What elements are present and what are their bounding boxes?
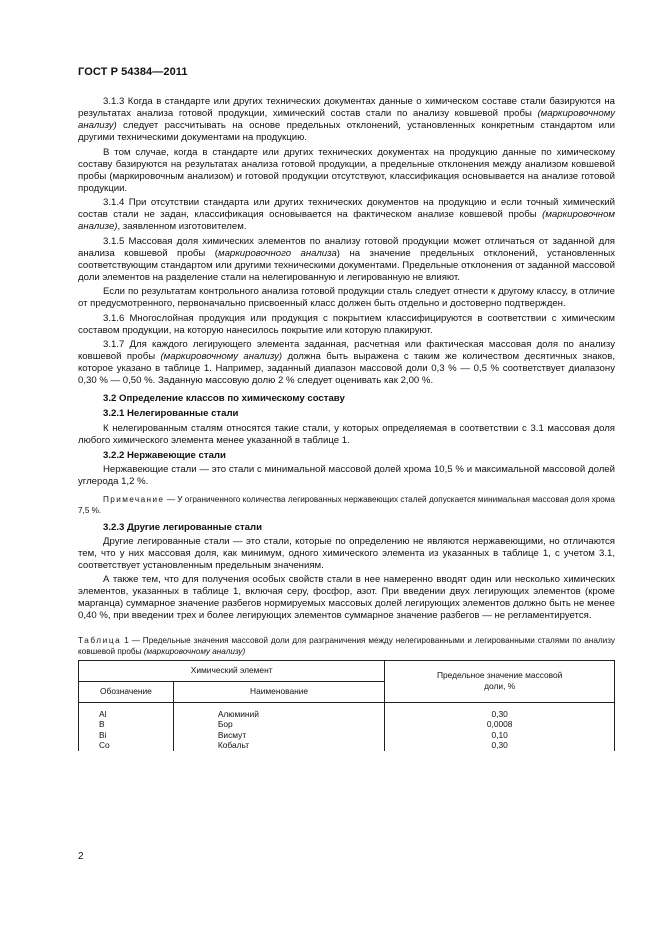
paragraph-3-1-4: 3.1.4 При отсутствии стандарта или других технических документов на продукцию и если точный химический состав стали не задан, классификация основывается на фактическом анализе ковшевой пробы (маркировочном анализе), заявленном изготовителем. [78, 197, 615, 233]
section-heading-3-2-1: 3.2.1 Нелегированные стали [103, 408, 239, 420]
cell-symbol: Co [79, 740, 174, 751]
paragraph-3-1-7: 3.1.7 Для каждого легирующего элемента заданная, расчетная или фактическая массовая доля по анализу ковшевой пробы (маркировочному анализу) должна быть выражена с таким же количеством десятичных знаков, которое указано в таблице 1. Например, заданный диапазон массовой доли 0,3 % — 0,5 % соответствует диапазону 0,30 % — 0,50 %. Заданную массовую долю 2 % следует оценивать как 2,00 %. [78, 339, 616, 387]
cell-name: Алюминий [173, 702, 384, 719]
paragraph-3-2-2: Нержавеющие стали — это стали с минимальной массовой долей хрома 10,5 % и максимальной массовой долей углерода 1,2 %. [78, 463, 615, 487]
table-caption-text: 1 — Предельные значения массовой доли для разграничения между нелегированными и легированными сталями по анализу ковшевой пробы [78, 635, 615, 656]
header-limit-value: Предельное значение массовой доли, % [385, 660, 615, 702]
section-heading-3-2-3: 3.2.3 Другие легированные стали [103, 521, 262, 533]
note-label: Примечание [103, 494, 165, 504]
header-symbol: Обозначение [79, 681, 174, 702]
paragraph-3-2-3-b: А также тем, что для получения особых свойств стали в нее намеренно вводят один или несколько химических элементов, указанных в таблице 1, включая серу, фосфор, азот. При введении двух легирующих элементов (кроме марганца) суммарное значение разбегов нормируемых массовых долей легирующих элементов должно быть не менее 0,40 %, при введении трех и более легирующих элементов суммарное значение разбегов — не регламентируется. [78, 574, 615, 622]
paragraph-3-1-3: 3.1.3 Когда в стандарте или других технических документах данные о химическом составе стали базируются на результатах анализа готовой продукции, химический состав стали по анализу ковшевой пробы (маркировочному анализу) следует рассчитывать на основе предельных отклонений, установленных конкретным стандартом или другими техническими документами на продукцию. [78, 96, 615, 144]
paragraph-3-1-6: 3.1.6 Многослойная продукция или продукция с покрытием классифицируются в соответствии с химическим составом продукции, на которую нанесилось покрытие или которую плакируют. [78, 312, 615, 336]
cell-name: Кобальт [173, 740, 384, 751]
header-chemical-element: Химический элемент [79, 660, 385, 681]
cell-value: 0,0008 [385, 719, 615, 730]
cell-symbol: B [79, 719, 174, 730]
table-row [79, 740, 615, 751]
cell-symbol: Al [79, 702, 174, 719]
table-row [79, 730, 615, 741]
table-label: Таблица [78, 635, 122, 645]
section-heading-3-2: 3.2 Определение классов по химическому составу [103, 393, 345, 405]
paragraph: Если по результатам контрольного анализа готовой продукции сталь следует отнести к другому классу, в отличие от предусмотренного, первоначально присвоенный класс должен быть отдельно и достоверно подтвержден. [78, 286, 615, 310]
paragraph-3-2-3-a: Другие легированные стали — это стали, которые по определению не являются нержавеющими, но отличаются тем, что у них массовая доля, как минимум, одного химического элемента из указанных в таблице 1, с учетом 3.1, соответствует установленным предельным значениям. [78, 535, 615, 571]
paragraph-3-2-1: К нелегированным сталям относятся такие стали, у которых определяемая в соответствии с 3.1 массовая доля любого химического элемента менее указанной в таблице 1. [78, 422, 615, 446]
table-row [79, 702, 615, 719]
cell-symbol: Bi [79, 730, 174, 741]
element-limits-table [78, 660, 615, 751]
document-header: ГОСТ Р 54384—2011 [78, 66, 188, 78]
table-caption-italic: (маркировочному анализу) [143, 646, 246, 656]
section-heading-3-2-2: 3.2.2 Нержавеющие стали [103, 449, 226, 461]
cell-value: 0,30 [385, 740, 615, 751]
cell-name: Висмут [173, 730, 384, 741]
note [78, 494, 615, 516]
page-number: 2 [78, 851, 84, 862]
paragraph-3-1-5: 3.1.5 Массовая доля химических элементов по анализу готовой продукции может отличаться от заданной для анализа ковшевой пробы (маркировочного анализа) на значение предельных отклонений, установленных соответствующим стандартом или другими техническими документами. Предельные отклонения от заданной массовой доли элементов на разделение стали на нелегированную и легированную не влияют. [78, 235, 616, 283]
cell-value: 0,10 [385, 730, 615, 741]
paragraph: В том случае, когда в стандарте или других технических документах на продукцию данные по химическому составу базируются на результатах анализа готовой продукции, а предельные отклонения между анализом ковшевой пробы (маркировочным анализом) и готовой продукции отсутствуют, классификация основывается на анализе готовой продукции. [78, 146, 615, 194]
document-body [78, 96, 615, 751]
header-name: Наименование [173, 681, 384, 702]
table-caption [78, 635, 615, 657]
cell-name: Бор [173, 719, 384, 730]
cell-value: 0,30 [385, 702, 615, 719]
table-row [79, 719, 615, 730]
note-text: — У ограниченного количества легированных нержавеющих сталей допускается минимальная массовая доля хрома 7,5 %. [78, 494, 615, 515]
